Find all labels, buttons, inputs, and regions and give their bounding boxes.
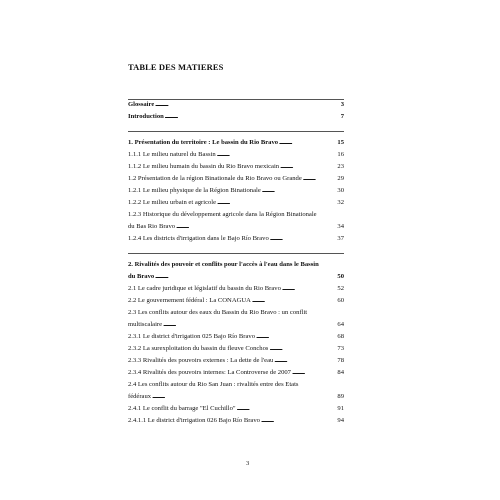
- toc-entry-label[interactable]: 2.4 Les conflits autour du Rio San Juan : rivalités entre des Etats: [128, 381, 299, 388]
- toc-entry-label: 1.1.1 Le milieu naturel du Bassin: [128, 151, 216, 158]
- toc-entry-chapter-2-label[interactable]: 2. Rivalités des pouvoir et conflits pour l'accès à l'eau dans le Bassin: [128, 261, 319, 268]
- toc-entry-label: 1. Présentation du territoire : Le bassin du Rio Bravo: [128, 139, 279, 146]
- divider: [128, 253, 344, 254]
- toc-entry[interactable]: [128, 405, 344, 413]
- toc-entry[interactable]: [128, 321, 344, 329]
- toc-entry-continuation: fédéraux: [128, 393, 152, 400]
- toc-entry-page: 78: [337, 357, 344, 364]
- toc-entry-label: Introduction: [128, 113, 164, 120]
- toc-entry-label: 1.2 Présentation de la région Binationale du Rio Bravo ou Grande: [128, 175, 302, 182]
- toc-entry-label: 1.2.2 Le milieu urbain et agricole: [128, 199, 217, 206]
- divider-top: [128, 99, 344, 100]
- toc-entry-label[interactable]: 1.2.3 Historique du développement agricole dans la Région Binationale: [128, 211, 317, 218]
- toc-entry-label: 2.4.1 Le conflit du barrage "El Cuchillo": [128, 405, 236, 412]
- toc-entry-label: 1.2.4 Les districts d'irrigation dans le Bajo Río Bravo: [128, 235, 269, 242]
- divider: [128, 131, 344, 132]
- toc-entry[interactable]: [128, 199, 344, 207]
- toc-entry-page: 7: [340, 113, 344, 120]
- toc-entry-introduction[interactable]: [128, 113, 344, 121]
- toc-entry-page: 34: [337, 223, 344, 230]
- toc-entry-page: 3: [340, 101, 344, 108]
- toc-entry-chapter-1[interactable]: [128, 139, 344, 147]
- toc-entry-page: 84: [337, 369, 344, 376]
- toc-entry-page: 89: [337, 393, 344, 400]
- toc-entry-page: 64: [337, 321, 344, 328]
- toc-title: TABLE DES MATIERES: [128, 62, 224, 72]
- toc-entry[interactable]: [128, 297, 344, 305]
- toc-entry[interactable]: [128, 151, 344, 159]
- toc-entry-label: 2.3.3 Rivalités des pouvoirs externes : La dette de l'eau: [128, 357, 274, 364]
- toc-entry[interactable]: [128, 285, 344, 293]
- toc-entry[interactable]: [128, 333, 344, 341]
- toc-entry[interactable]: [128, 187, 344, 195]
- toc-entry-page: 15: [337, 139, 344, 146]
- toc-entry-page: 94: [337, 417, 344, 424]
- toc-entry-page: 23: [337, 163, 344, 170]
- toc-entry-continuation: du Bas Rio Bravo: [128, 223, 176, 230]
- toc-entry-label: 2.3.2 La surexploitation du bassin du fleuve Conchos: [128, 345, 269, 352]
- toc-entry[interactable]: [128, 223, 344, 231]
- toc-entry-page: 68: [337, 333, 344, 340]
- toc-entry[interactable]: [128, 163, 344, 171]
- toc-entry[interactable]: [128, 235, 344, 243]
- toc-entry-page: 73: [337, 345, 344, 352]
- toc-entry[interactable]: [128, 393, 344, 401]
- toc-entry-page: 91: [337, 405, 344, 412]
- toc-entry-continuation: du Bravo: [128, 273, 155, 280]
- toc-entry-page: 37: [337, 235, 344, 242]
- toc-entry[interactable]: [128, 357, 344, 365]
- toc-entry-label: 2.4.1.1 Le district d'irrigation 026 Bajo Río Bravo: [128, 417, 260, 424]
- toc-entry-page: 50: [337, 273, 344, 280]
- toc-entry-label: 2.2 Le gouvernement fédéral : La CONAGUA: [128, 297, 251, 304]
- toc-entry-label: 2.3.1 Le district d'irrigation 025 Bajo Río Bravo: [128, 333, 256, 340]
- toc-entry-continuation: multiscalaire: [128, 321, 163, 328]
- toc-entry-page: 29: [337, 175, 344, 182]
- toc-entry[interactable]: [128, 369, 344, 377]
- toc-entry-label: Glossaire: [128, 101, 155, 108]
- toc-entry-chapter-2[interactable]: [128, 273, 344, 281]
- toc-entry[interactable]: [128, 175, 344, 183]
- toc-entry-page: 60: [337, 297, 344, 304]
- toc-entry-page: 16: [337, 151, 344, 158]
- toc-entry[interactable]: [128, 417, 344, 425]
- toc-entry-label: 1.2.1 Le milieu physique de la Région Binationale: [128, 187, 261, 194]
- toc-entry-label: 2.3.4 Rivalités des pouvoirs internes: La Controverse de 2007: [128, 369, 291, 376]
- toc-entry[interactable]: [128, 345, 344, 353]
- toc-entry-page: 32: [337, 199, 344, 206]
- toc-entry-label: 1.1.2 Le milieu humain du bassin du Rio Bravo mexicain: [128, 163, 280, 170]
- toc-entry-glossaire[interactable]: [128, 101, 344, 109]
- page-number: 3: [246, 460, 250, 467]
- toc-entry-label[interactable]: 2.3 Les conflits autour des eaux du Bassin du Rio Bravo : un conflit: [128, 309, 308, 316]
- toc-entry-page: 30: [337, 187, 344, 194]
- toc-entry-page: 52: [337, 285, 344, 292]
- toc-entry-label: 2.1 Le cadre juridique et législatif du bassin du Rio Bravo: [128, 285, 281, 292]
